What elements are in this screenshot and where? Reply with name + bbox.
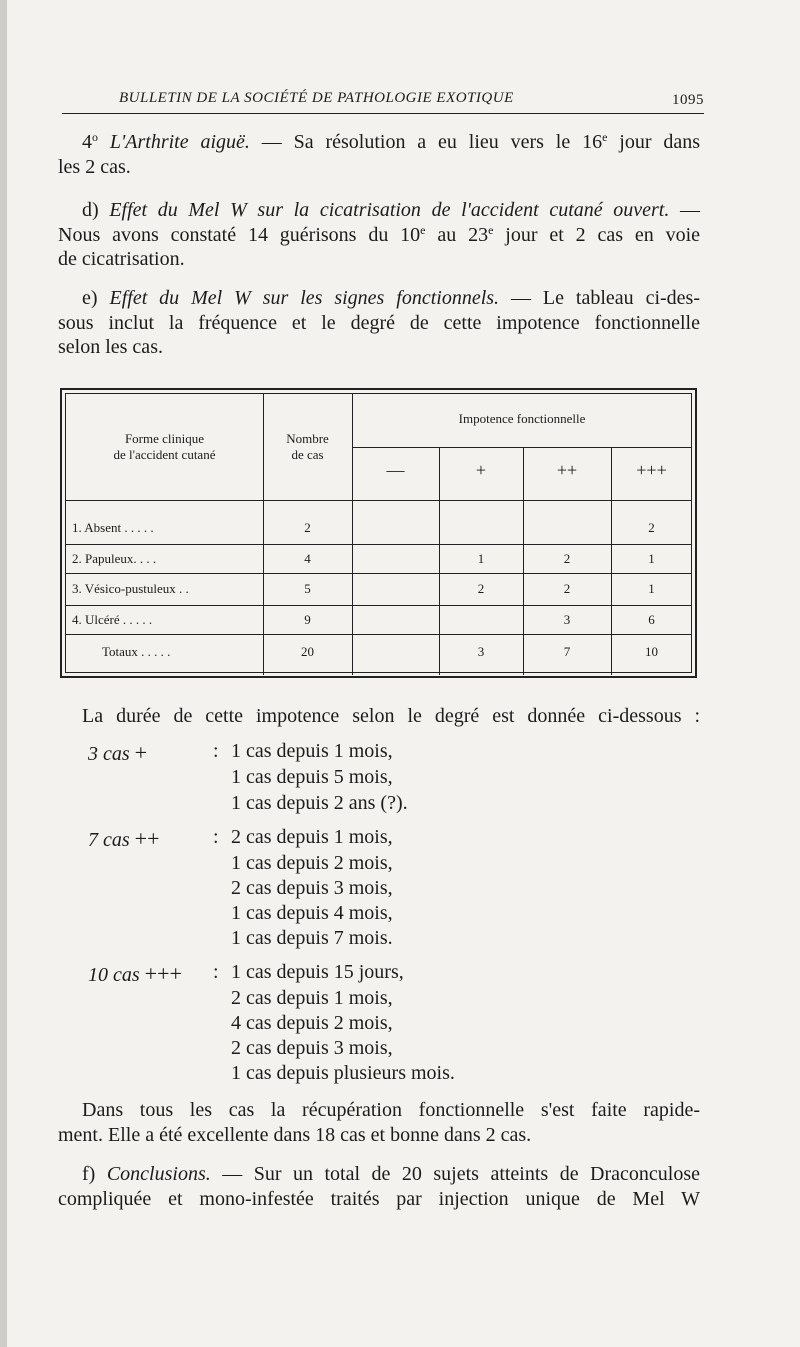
page-number: 1095 [672, 92, 704, 108]
header-rule [62, 113, 704, 114]
section-heading: Effet du Mel W sur les signes fonctionnels. [109, 287, 500, 309]
paragraph-line: selon les cas. [58, 336, 163, 358]
row-label: Totaux . . . . . [102, 644, 171, 659]
duration-item: 1 cas depuis 1 mois, [231, 740, 393, 762]
row-plus3: 1 [648, 581, 655, 596]
duration-group-label: 7 cas ++ [88, 826, 160, 851]
duration-item: 1 cas depuis 2 ans (?). [231, 792, 408, 814]
paragraph-line: Dans tous les cas la récupération fonctionnelle s'est faite rapide- [82, 1099, 700, 1121]
row-plus: 2 [477, 581, 485, 596]
section-heading: Effet du Mel W sur la cicatrisation de l'accident cutané ouvert. [109, 199, 670, 221]
column-header-impotence: Impotence fonctionnelle [458, 411, 586, 426]
table-row-divider [66, 634, 692, 635]
impotence-table [60, 388, 697, 678]
row-nombre: 20 [301, 644, 314, 659]
paragraph-line: e) Effet du Mel W sur les signes fonctionnels. — Le tableau ci-des- [82, 287, 700, 309]
duration-colon: : [213, 961, 219, 983]
duration-item: 1 cas depuis 2 mois, [231, 852, 393, 874]
table-row-divider [66, 500, 692, 501]
journal-title: BULLETIN DE LA SOCIÉTÉ DE PATHOLOGIE EXOTIQUE [119, 90, 514, 106]
paragraph-recuperation [58, 1098, 700, 1147]
row-plus2: 2 [563, 581, 571, 596]
table-column-divider [352, 394, 353, 675]
degree-header-plus3: +++ [636, 460, 667, 480]
paragraph-line: de cicatrisation. [58, 248, 185, 270]
column-header-forme: Forme clinique de l'accident cutané [113, 431, 216, 462]
table-row-divider [66, 573, 692, 574]
degree-header-minus: — [386, 460, 405, 480]
row-plus: 3 [477, 644, 485, 659]
paragraph-line: sous inclut la fréquence et le degré de cette impotence fonctionnelle [58, 311, 700, 334]
duration-item: 2 cas depuis 1 mois, [231, 987, 393, 1009]
table-row-divider [352, 447, 692, 448]
duration-item: 2 cas depuis 1 mois, [231, 826, 393, 848]
row-nombre: 5 [304, 581, 311, 596]
row-label: 3. Vésico-pustuleux . . [72, 581, 189, 596]
duration-item: 4 cas depuis 2 mois, [231, 1012, 393, 1034]
paragraph-e [58, 286, 700, 360]
degree-header-plus: + [475, 460, 487, 480]
row-plus3: 6 [648, 612, 655, 627]
paragraph-line: f) Conclusions. — Sur un total de 20 sujets atteints de Draconculose [82, 1163, 701, 1185]
row-plus3: 1 [648, 551, 655, 566]
table-inner-frame [65, 393, 692, 673]
table-row-divider [66, 544, 692, 545]
column-header-nombre: Nombre de cas [286, 431, 329, 462]
row-plus2: 7 [563, 644, 571, 659]
degree-header-plus2: ++ [556, 460, 578, 480]
duration-item: 1 cas depuis plusieurs mois. [231, 1062, 455, 1084]
row-plus2: 2 [563, 551, 571, 566]
paragraph-line: les 2 cas. [58, 155, 131, 178]
duration-group-label: 3 cas + [88, 740, 148, 765]
paragraph-d [58, 198, 700, 272]
row-label: 2. Papuleux. . . . [72, 551, 157, 566]
paragraph-line: d) Effet du Mel W sur la cicatrisation de l'accident cutané ouvert. — [82, 199, 701, 221]
paragraph-arthrite [58, 130, 700, 179]
row-plus3: 2 [648, 520, 655, 535]
section-heading: Conclusions. [106, 1163, 211, 1185]
paragraph-line: ment. Elle a été excellente dans 18 cas et bonne dans 2 cas. [58, 1123, 532, 1146]
row-nombre: 9 [304, 612, 311, 627]
paragraph-conclusions [58, 1162, 700, 1211]
paragraph-line: compliquée et mono-infestée traités par injection unique de Mel W [58, 1187, 700, 1210]
duration-colon: : [213, 740, 219, 762]
duration-item: 2 cas depuis 3 mois, [231, 1037, 393, 1059]
row-plus2: 3 [563, 612, 571, 627]
row-label: 1. Absent . . . . . [72, 520, 154, 535]
paragraph-line: La durée de cette impotence selon le degré est donnée ci-dessous : [82, 705, 700, 727]
running-head [62, 90, 704, 110]
duration-item: 2 cas depuis 3 mois, [231, 877, 393, 899]
duration-colon: : [213, 826, 219, 848]
duration-item: 1 cas depuis 4 mois, [231, 902, 393, 924]
paragraph-line: Nous avons constaté 14 guérisons du 10e au 23e jour et 2 cas en voie [58, 222, 701, 246]
row-nombre: 2 [304, 520, 311, 535]
duration-item: 1 cas depuis 5 mois, [231, 766, 393, 788]
row-label: 4. Ulcéré . . . . . [72, 612, 153, 627]
row-nombre: 4 [304, 551, 311, 566]
paragraph-duree [58, 704, 700, 729]
table-row-divider [66, 605, 692, 606]
duration-group-label: 10 cas +++ [88, 961, 182, 986]
section-heading: L'Arthrite aiguë. [109, 131, 250, 153]
paragraph-line: 4$^o$ L'Arthrite aiguë. — Sa résolution a eu lieu vers le 16e jour dans [82, 130, 700, 153]
row-plus: 1 [477, 551, 485, 566]
row-plus3: 10 [645, 644, 658, 659]
duration-item: 1 cas depuis 7 mois. [231, 927, 393, 949]
duration-item: 1 cas depuis 15 jours, [231, 961, 404, 983]
